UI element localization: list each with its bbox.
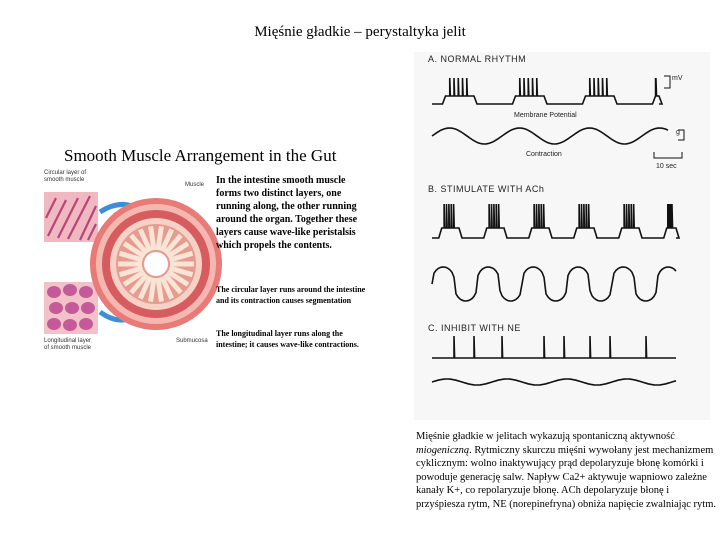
trace-a-membrane <box>432 78 662 104</box>
left-figure-title: Smooth Muscle Arrangement in the Gut <box>64 146 337 165</box>
trace-b-membrane <box>432 204 679 238</box>
caption-italic: miogeniczną <box>416 444 470 456</box>
panel-b-label: B. STIMULATE WITH ACh <box>428 184 545 194</box>
trace-c-contraction <box>432 379 676 385</box>
trace-a-contraction <box>432 128 668 144</box>
caption-rest: . Rytmiczny skurczu mięśni wywołany jest mechanizmem cyklicznym: wolno inaktywujący prąd depolaryzuje błonę komórki i powoduje generację salw. Napływ Ca2+ aktywuje wapniowo zależne kanały K+, co repolaryzuje błonę. ACh depolaryzuje błonę i przyśpiesza rytm, NE (norepinefryna) obniża napięcie zwalniając rytm. <box>416 444 716 510</box>
panel-c-label: C. INHIBIT WITH NE <box>428 323 521 333</box>
label-muscle: Muscle <box>185 182 205 188</box>
villus <box>158 226 161 250</box>
g-label: g <box>676 129 680 136</box>
label-circular-layer: Circular layer of smooth muscle <box>44 170 87 183</box>
villus <box>151 278 154 302</box>
electrophysiology-figure <box>414 52 710 420</box>
villus <box>158 278 161 302</box>
mv-label: mV <box>672 75 683 82</box>
trace-c-membrane <box>432 336 676 358</box>
slide-title: Mięśnie gładkie – perystaltyka jelit <box>254 24 466 40</box>
label-submucosa: Submucosa <box>176 338 208 344</box>
contraction-label: Contraction <box>526 151 562 158</box>
villus <box>151 226 154 250</box>
membrane-potential-label: Membrane Potential <box>514 112 577 119</box>
time-scale-label: 10 sec <box>656 163 677 170</box>
gut-description: In the intestine smooth muscle forms two distinct layers, one running along, the other running around the organ. Together these layers cause wave-like peristalsis which propels the contents. <box>216 175 358 251</box>
caption-line1: Mięśnie gładkie w jelitach wykazują spontaniczną aktywność <box>416 431 675 442</box>
trace-b-contraction <box>432 267 676 301</box>
panel-a-label: A. NORMAL RHYTHM <box>428 54 527 64</box>
label-longitudinal-layer: Longitudinal layer of smooth muscle <box>44 338 92 351</box>
trace-plot <box>414 52 710 420</box>
longitudinal-layer-description: The longitudinal layer runs along the intestine; it causes wave-like contractions. <box>216 329 359 349</box>
caption <box>416 430 716 511</box>
circular-layer-description: The circular layer runs around the intestine and its contraction causes segmentation <box>216 285 366 305</box>
